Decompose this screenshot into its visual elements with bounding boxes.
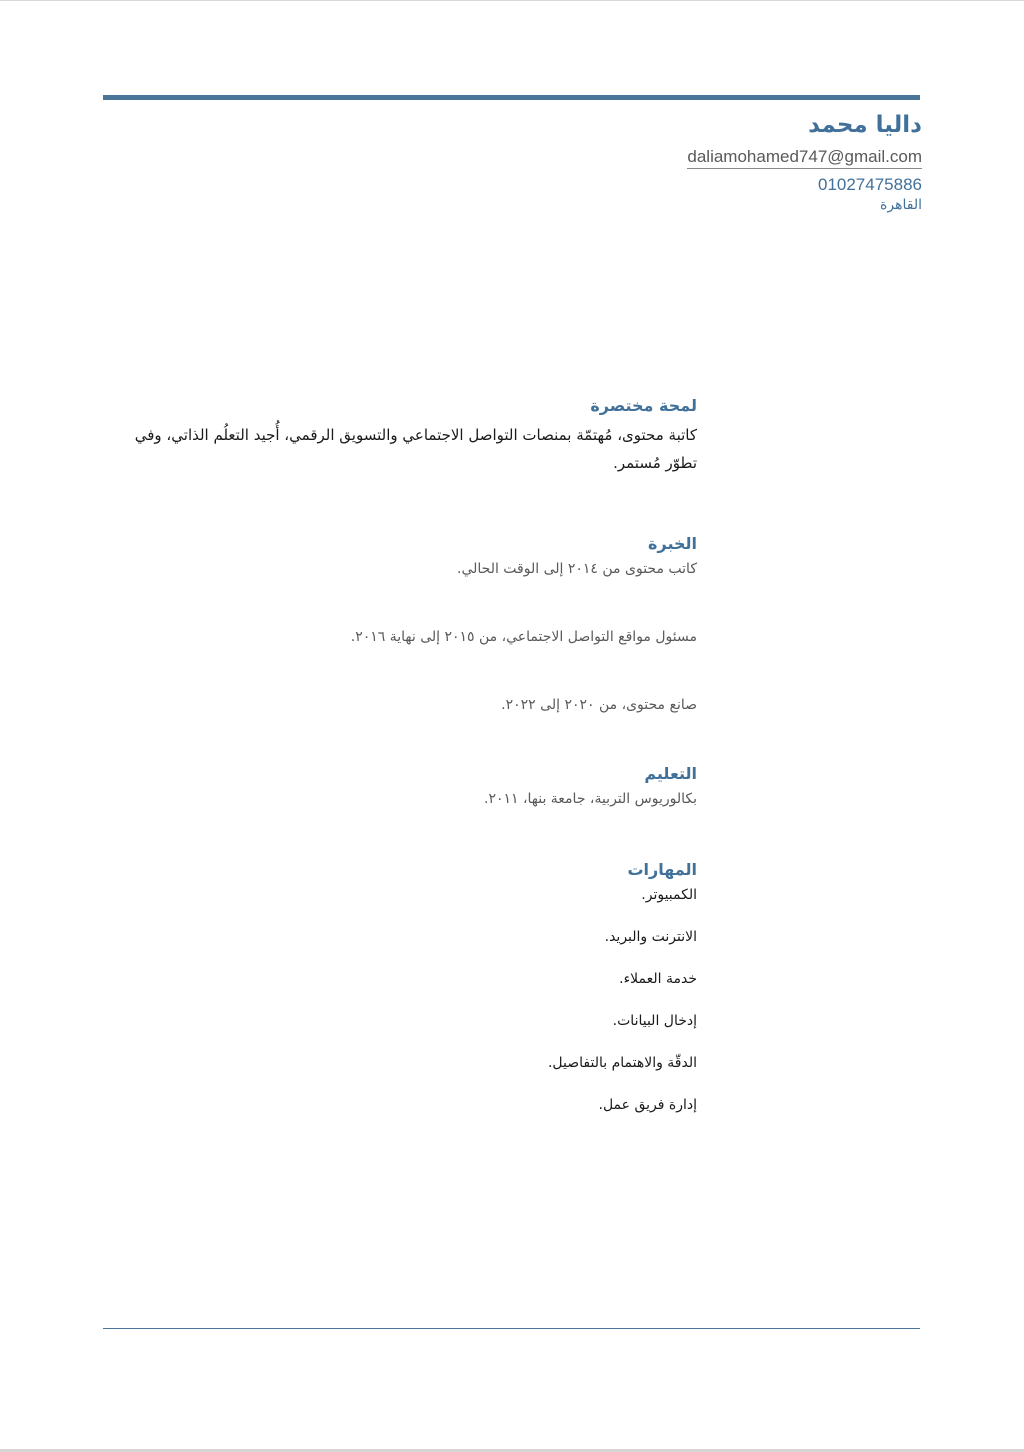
- education-section: [103, 761, 697, 811]
- experience-section: [103, 531, 697, 717]
- experience-heading: الخبرة: [648, 534, 697, 553]
- phone-number: 01027475886: [817, 175, 922, 194]
- summary-text: كاتبة محتوى، مُهتمّة بمنصات التواصل الاجتماعي والتسويق الرقمي، أُجيد التعلُم الذاتي، وفي تطوّر مُستمر.: [134, 426, 697, 472]
- skill-item: إدارة فريق عمل.: [598, 1097, 697, 1113]
- education-item: بكالوريوس التربية، جامعة بنها، ٢٠١١.: [484, 791, 697, 807]
- skills-list: [103, 883, 697, 1117]
- skill-item: الكمبيوتر.: [641, 887, 697, 903]
- summary-heading: لمحة مختصرة: [590, 396, 697, 415]
- experience-list: [103, 557, 697, 717]
- skill-item: خدمة العملاء.: [619, 971, 697, 987]
- experience-item: صانع محتوى، من ٢٠٢٠ إلى ٢٠٢٢.: [501, 697, 697, 713]
- applicant-name: داليا محمد: [808, 112, 922, 138]
- experience-item: مسئول مواقع التواصل الاجتماعي، من ٢٠١٥ إلى نهاية ٢٠١٦.: [350, 629, 697, 645]
- city-label: القاهرة: [880, 197, 922, 213]
- summary-section: [103, 393, 697, 477]
- footer-divider: [103, 1328, 920, 1329]
- skills-heading: المهارات: [627, 860, 697, 879]
- header-divider: [103, 95, 920, 100]
- skill-item: إدخال البيانات.: [612, 1013, 697, 1029]
- skills-section: [103, 857, 697, 1117]
- email-link[interactable]: daliamohamed747@gmail.com: [687, 147, 922, 169]
- education-heading: التعليم: [644, 764, 697, 783]
- skill-item: الانترنت والبريد.: [604, 929, 697, 945]
- contact-header: [687, 109, 922, 213]
- experience-item: كاتب محتوى من ٢٠١٤ إلى الوقت الحالي.: [457, 561, 697, 577]
- skill-item: الدقّة والاهتمام بالتفاصيل.: [547, 1055, 697, 1071]
